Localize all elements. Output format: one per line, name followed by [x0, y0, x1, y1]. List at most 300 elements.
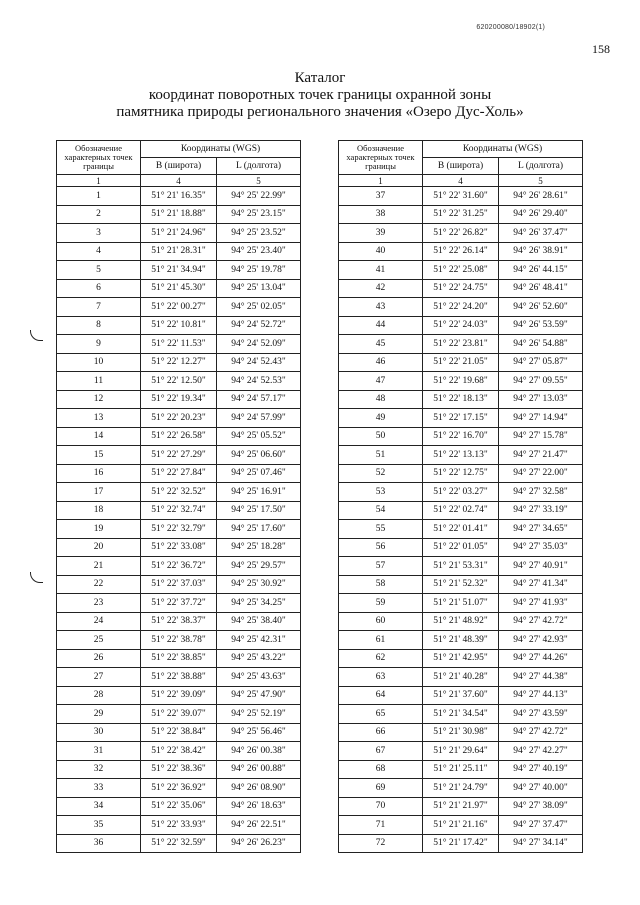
longitude-cell: 94° 26' 26.23" — [217, 834, 301, 853]
table-row — [57, 316, 301, 335]
longitude-cell: 94° 25' 42.31" — [217, 631, 301, 650]
longitude-cell: 94° 25' 30.92" — [217, 575, 301, 594]
longitude-cell: 94° 27' 35.03" — [499, 538, 583, 557]
margin-bracket-mark — [30, 330, 43, 341]
longitude-cell: 94° 25' 22.99" — [217, 187, 301, 206]
table-row — [339, 686, 583, 705]
latitude-cell: 51° 22' 38.36" — [141, 760, 217, 779]
longitude-cell: 94° 27' 40.00" — [499, 779, 583, 798]
table-row — [57, 631, 301, 650]
point-number-cell: 35 — [57, 816, 141, 835]
table-row — [57, 298, 301, 317]
longitude-cell: 94° 26' 29.40" — [499, 205, 583, 224]
table-row — [57, 612, 301, 631]
longitude-cell: 94° 27' 09.55" — [499, 372, 583, 391]
table-row — [339, 557, 583, 576]
latitude-cell: 51° 21' 40.28" — [423, 668, 499, 687]
longitude-cell: 94° 26' 38.91" — [499, 242, 583, 261]
longitude-cell: 94° 26' 00.88" — [217, 760, 301, 779]
longitude-cell: 94° 25' 17.60" — [217, 520, 301, 539]
latitude-cell: 51° 22' 25.08" — [423, 261, 499, 280]
point-number-cell: 46 — [339, 353, 423, 372]
longitude-cell: 94° 27' 21.47" — [499, 446, 583, 465]
table-row — [57, 483, 301, 502]
longitude-cell: 94° 24' 52.53" — [217, 372, 301, 391]
table-row — [57, 705, 301, 724]
point-number-cell: 44 — [339, 316, 423, 335]
table-row — [339, 316, 583, 335]
latitude-cell: 51° 22' 03.27" — [423, 483, 499, 502]
longitude-cell: 94° 25' 23.40" — [217, 242, 301, 261]
longitude-cell: 94° 25' 43.63" — [217, 668, 301, 687]
point-number-cell: 16 — [57, 464, 141, 483]
longitude-cell: 94° 25' 18.28" — [217, 538, 301, 557]
longitude-cell: 94° 27' 33.19" — [499, 501, 583, 520]
point-number-cell: 41 — [339, 261, 423, 280]
margin-bracket-mark — [30, 572, 43, 583]
point-number-cell: 25 — [57, 631, 141, 650]
table-row — [339, 575, 583, 594]
point-number-cell: 47 — [339, 372, 423, 391]
table-row — [57, 816, 301, 835]
table-row — [339, 298, 583, 317]
latitude-cell: 51° 22' 12.27" — [141, 353, 217, 372]
point-number-cell: 22 — [57, 575, 141, 594]
longitude-cell: 94° 25' 19.78" — [217, 261, 301, 280]
table-row — [339, 760, 583, 779]
header-col-number: 4 — [141, 175, 217, 187]
table-row — [339, 631, 583, 650]
latitude-cell: 51° 21' 34.94" — [141, 261, 217, 280]
latitude-cell: 51° 22' 21.05" — [423, 353, 499, 372]
page-number: 158 — [592, 42, 610, 56]
longitude-cell: 94° 26' 53.59" — [499, 316, 583, 335]
latitude-cell: 51° 22' 18.13" — [423, 390, 499, 409]
table-row — [57, 390, 301, 409]
point-number-cell: 24 — [57, 612, 141, 631]
longitude-cell: 94° 27' 13.03" — [499, 390, 583, 409]
table-row — [339, 279, 583, 298]
latitude-cell: 51° 21' 28.31" — [141, 242, 217, 261]
point-number-cell: 23 — [57, 594, 141, 613]
table-row — [57, 279, 301, 298]
latitude-cell: 51° 22' 38.84" — [141, 723, 217, 742]
table-row — [339, 187, 583, 206]
point-number-cell: 33 — [57, 779, 141, 798]
point-number-cell: 50 — [339, 427, 423, 446]
point-number-cell: 26 — [57, 649, 141, 668]
latitude-cell: 51° 21' 21.97" — [423, 797, 499, 816]
latitude-cell: 51° 21' 17.42" — [423, 834, 499, 853]
point-number-cell: 34 — [57, 797, 141, 816]
document-code: 620200080/18902(1) — [476, 24, 545, 31]
point-number-cell: 58 — [339, 575, 423, 594]
table-row — [57, 797, 301, 816]
longitude-cell: 94° 25' 56.46" — [217, 723, 301, 742]
longitude-cell: 94° 26' 48.41" — [499, 279, 583, 298]
table-row — [57, 446, 301, 465]
point-number-cell: 38 — [339, 205, 423, 224]
latitude-cell: 51° 22' 38.78" — [141, 631, 217, 650]
point-number-cell: 54 — [339, 501, 423, 520]
table-row — [57, 594, 301, 613]
table-row — [339, 538, 583, 557]
point-number-cell: 36 — [57, 834, 141, 853]
latitude-cell: 51° 21' 34.54" — [423, 705, 499, 724]
table-row — [339, 668, 583, 687]
table-row — [57, 205, 301, 224]
point-number-cell: 29 — [57, 705, 141, 724]
longitude-cell: 94° 25' 16.91" — [217, 483, 301, 502]
latitude-cell: 51° 22' 20.23" — [141, 409, 217, 428]
point-number-cell: 13 — [57, 409, 141, 428]
point-number-cell: 30 — [57, 723, 141, 742]
latitude-cell: 51° 22' 39.07" — [141, 705, 217, 724]
longitude-cell: 94° 24' 52.09" — [217, 335, 301, 354]
table-row — [339, 335, 583, 354]
longitude-cell: 94° 25' 05.52" — [217, 427, 301, 446]
longitude-cell: 94° 26' 28.61" — [499, 187, 583, 206]
latitude-cell: 51° 22' 38.88" — [141, 668, 217, 687]
latitude-cell: 51° 22' 17.15" — [423, 409, 499, 428]
table-row — [57, 187, 301, 206]
longitude-cell: 94° 25' 23.52" — [217, 224, 301, 243]
header-col-number: 5 — [499, 175, 583, 187]
point-number-cell: 59 — [339, 594, 423, 613]
longitude-cell: 94° 27' 42.72" — [499, 612, 583, 631]
latitude-cell: 51° 22' 36.92" — [141, 779, 217, 798]
header-coordinates: Координаты (WGS) — [141, 141, 301, 158]
longitude-cell: 94° 25' 07.46" — [217, 464, 301, 483]
latitude-cell: 51° 22' 38.42" — [141, 742, 217, 761]
point-number-cell: 53 — [339, 483, 423, 502]
table-row — [339, 390, 583, 409]
latitude-cell: 51° 22' 11.53" — [141, 335, 217, 354]
table-row — [339, 649, 583, 668]
point-number-cell: 57 — [339, 557, 423, 576]
longitude-cell: 94° 26' 37.47" — [499, 224, 583, 243]
table-row — [339, 427, 583, 446]
longitude-cell: 94° 24' 52.43" — [217, 353, 301, 372]
catalog-title — [0, 70, 640, 121]
point-number-cell: 15 — [57, 446, 141, 465]
longitude-cell: 94° 27' 44.26" — [499, 649, 583, 668]
latitude-cell: 51° 22' 33.93" — [141, 816, 217, 835]
latitude-cell: 51° 22' 24.20" — [423, 298, 499, 317]
table-row — [57, 427, 301, 446]
point-number-cell: 68 — [339, 760, 423, 779]
latitude-cell: 51° 21' 48.92" — [423, 612, 499, 631]
table-row — [57, 501, 301, 520]
latitude-cell: 51° 22' 32.74" — [141, 501, 217, 520]
longitude-cell: 94° 27' 14.94" — [499, 409, 583, 428]
point-number-cell: 66 — [339, 723, 423, 742]
title-line-2: координат поворотных точек границы охранной зоны — [148, 87, 492, 103]
point-number-cell: 71 — [339, 816, 423, 835]
point-number-cell: 67 — [339, 742, 423, 761]
point-number-cell: 6 — [57, 279, 141, 298]
longitude-cell: 94° 25' 23.15" — [217, 205, 301, 224]
point-number-cell: 14 — [57, 427, 141, 446]
point-number-cell: 11 — [57, 372, 141, 391]
latitude-cell: 51° 22' 27.29" — [141, 446, 217, 465]
latitude-cell: 51° 22' 27.84" — [141, 464, 217, 483]
point-number-cell: 12 — [57, 390, 141, 409]
coordinates-table-right — [338, 140, 583, 853]
latitude-cell: 51° 22' 12.75" — [423, 464, 499, 483]
table-row — [339, 594, 583, 613]
point-number-cell: 7 — [57, 298, 141, 317]
latitude-cell: 51° 22' 01.05" — [423, 538, 499, 557]
header-latitude: B (широта) — [423, 158, 499, 175]
table-row — [339, 816, 583, 835]
table-row — [339, 834, 583, 853]
longitude-cell: 94° 24' 57.99" — [217, 409, 301, 428]
point-number-cell: 64 — [339, 686, 423, 705]
latitude-cell: 51° 22' 23.81" — [423, 335, 499, 354]
latitude-cell: 51° 22' 32.79" — [141, 520, 217, 539]
latitude-cell: 51° 21' 30.98" — [423, 723, 499, 742]
latitude-cell: 51° 21' 24.96" — [141, 224, 217, 243]
longitude-cell: 94° 26' 00.38" — [217, 742, 301, 761]
longitude-cell: 94° 25' 34.25" — [217, 594, 301, 613]
latitude-cell: 51° 22' 37.03" — [141, 575, 217, 594]
latitude-cell: 51° 22' 26.82" — [423, 224, 499, 243]
latitude-cell: 51° 22' 00.27" — [141, 298, 217, 317]
point-number-cell: 56 — [339, 538, 423, 557]
table-row — [57, 742, 301, 761]
longitude-cell: 94° 27' 42.72" — [499, 723, 583, 742]
table-row — [339, 353, 583, 372]
header-longitude: L (долгота) — [499, 158, 583, 175]
latitude-cell: 51° 21' 51.07" — [423, 594, 499, 613]
table-row — [57, 668, 301, 687]
latitude-cell: 51° 22' 24.03" — [423, 316, 499, 335]
longitude-cell: 94° 27' 42.93" — [499, 631, 583, 650]
table-row — [339, 797, 583, 816]
point-number-cell: 43 — [339, 298, 423, 317]
table-row — [339, 205, 583, 224]
header-longitude: L (долгота) — [217, 158, 301, 175]
longitude-cell: 94° 26' 08.90" — [217, 779, 301, 798]
longitude-cell: 94° 27' 44.38" — [499, 668, 583, 687]
table-row — [57, 242, 301, 261]
longitude-cell: 94° 27' 40.19" — [499, 760, 583, 779]
point-number-cell: 31 — [57, 742, 141, 761]
latitude-cell: 51° 22' 31.60" — [423, 187, 499, 206]
header-col-number: 4 — [423, 175, 499, 187]
point-number-cell: 39 — [339, 224, 423, 243]
point-number-cell: 27 — [57, 668, 141, 687]
table-row — [339, 372, 583, 391]
table-row — [339, 409, 583, 428]
longitude-cell: 94° 26' 18.63" — [217, 797, 301, 816]
table-row — [57, 464, 301, 483]
point-number-cell: 69 — [339, 779, 423, 798]
longitude-cell: 94° 25' 52.19" — [217, 705, 301, 724]
table-row — [57, 779, 301, 798]
latitude-cell: 51° 21' 42.95" — [423, 649, 499, 668]
table-row — [57, 372, 301, 391]
point-number-cell: 8 — [57, 316, 141, 335]
latitude-cell: 51° 22' 19.68" — [423, 372, 499, 391]
point-number-cell: 62 — [339, 649, 423, 668]
latitude-cell: 51° 21' 25.11" — [423, 760, 499, 779]
point-number-cell: 21 — [57, 557, 141, 576]
point-number-cell: 37 — [339, 187, 423, 206]
longitude-cell: 94° 27' 41.93" — [499, 594, 583, 613]
table-row — [339, 501, 583, 520]
longitude-cell: 94° 25' 47.90" — [217, 686, 301, 705]
table-row — [339, 705, 583, 724]
point-number-cell: 51 — [339, 446, 423, 465]
longitude-cell: 94° 26' 52.60" — [499, 298, 583, 317]
point-number-cell: 17 — [57, 483, 141, 502]
longitude-cell: 94° 26' 44.15" — [499, 261, 583, 280]
table-row — [339, 446, 583, 465]
longitude-cell: 94° 25' 43.22" — [217, 649, 301, 668]
header-col-number: 5 — [217, 175, 301, 187]
point-number-cell: 63 — [339, 668, 423, 687]
table-row — [57, 224, 301, 243]
latitude-cell: 51° 22' 32.59" — [141, 834, 217, 853]
point-number-cell: 60 — [339, 612, 423, 631]
latitude-cell: 51° 22' 01.41" — [423, 520, 499, 539]
longitude-cell: 94° 27' 40.91" — [499, 557, 583, 576]
latitude-cell: 51° 22' 38.85" — [141, 649, 217, 668]
latitude-cell: 51° 22' 26.58" — [141, 427, 217, 446]
table-row — [339, 464, 583, 483]
point-number-cell: 9 — [57, 335, 141, 354]
latitude-cell: 51° 22' 26.14" — [423, 242, 499, 261]
header-designation: Обозначение характерных точек границы — [339, 141, 423, 175]
header-designation: Обозначение характерных точек границы — [57, 141, 141, 175]
latitude-cell: 51° 21' 29.64" — [423, 742, 499, 761]
table-row — [339, 224, 583, 243]
table-row — [57, 353, 301, 372]
longitude-cell: 94° 27' 34.14" — [499, 834, 583, 853]
point-number-cell: 5 — [57, 261, 141, 280]
latitude-cell: 51° 21' 24.79" — [423, 779, 499, 798]
latitude-cell: 51° 21' 52.32" — [423, 575, 499, 594]
longitude-cell: 94° 24' 52.72" — [217, 316, 301, 335]
latitude-cell: 51° 21' 48.39" — [423, 631, 499, 650]
table-row — [57, 409, 301, 428]
latitude-cell: 51° 22' 16.70" — [423, 427, 499, 446]
latitude-cell: 51° 22' 19.34" — [141, 390, 217, 409]
longitude-cell: 94° 25' 29.57" — [217, 557, 301, 576]
table-row — [57, 686, 301, 705]
table-row — [57, 834, 301, 853]
latitude-cell: 51° 21' 45.30" — [141, 279, 217, 298]
point-number-cell: 10 — [57, 353, 141, 372]
point-number-cell: 49 — [339, 409, 423, 428]
table-row — [57, 649, 301, 668]
header-latitude: B (широта) — [141, 158, 217, 175]
point-number-cell: 72 — [339, 834, 423, 853]
longitude-cell: 94° 25' 13.04" — [217, 279, 301, 298]
point-number-cell: 3 — [57, 224, 141, 243]
point-number-cell: 48 — [339, 390, 423, 409]
longitude-cell: 94° 27' 34.65" — [499, 520, 583, 539]
longitude-cell: 94° 27' 44.13" — [499, 686, 583, 705]
point-number-cell: 70 — [339, 797, 423, 816]
latitude-cell: 51° 21' 16.35" — [141, 187, 217, 206]
table-row — [57, 335, 301, 354]
point-number-cell: 1 — [57, 187, 141, 206]
table-row — [57, 538, 301, 557]
point-number-cell: 20 — [57, 538, 141, 557]
table-row — [57, 557, 301, 576]
latitude-cell: 51° 22' 32.52" — [141, 483, 217, 502]
latitude-cell: 51° 22' 24.75" — [423, 279, 499, 298]
point-number-cell: 61 — [339, 631, 423, 650]
point-number-cell: 19 — [57, 520, 141, 539]
coordinates-table-left — [56, 140, 301, 853]
longitude-cell: 94° 25' 06.60" — [217, 446, 301, 465]
point-number-cell: 42 — [339, 279, 423, 298]
title-line-1: Каталог — [294, 70, 346, 86]
latitude-cell: 51° 21' 18.88" — [141, 205, 217, 224]
latitude-cell: 51° 22' 36.72" — [141, 557, 217, 576]
latitude-cell: 51° 22' 10.81" — [141, 316, 217, 335]
longitude-cell: 94° 27' 15.78" — [499, 427, 583, 446]
point-number-cell: 55 — [339, 520, 423, 539]
table-row — [339, 483, 583, 502]
longitude-cell: 94° 25' 17.50" — [217, 501, 301, 520]
latitude-cell: 51° 22' 13.13" — [423, 446, 499, 465]
latitude-cell: 51° 21' 53.31" — [423, 557, 499, 576]
longitude-cell: 94° 27' 05.87" — [499, 353, 583, 372]
longitude-cell: 94° 27' 22.00" — [499, 464, 583, 483]
table-row — [339, 723, 583, 742]
latitude-cell: 51° 22' 39.09" — [141, 686, 217, 705]
latitude-cell: 51° 22' 33.08" — [141, 538, 217, 557]
longitude-cell: 94° 26' 54.88" — [499, 335, 583, 354]
header-col-number: 1 — [339, 175, 423, 187]
point-number-cell: 52 — [339, 464, 423, 483]
longitude-cell: 94° 27' 38.09" — [499, 797, 583, 816]
longitude-cell: 94° 27' 43.59" — [499, 705, 583, 724]
table-row — [57, 575, 301, 594]
longitude-cell: 94° 27' 32.58" — [499, 483, 583, 502]
title-line-3: памятника природы регионального значения «Озеро Дус-Холь» — [116, 104, 524, 120]
table-row — [339, 261, 583, 280]
table-row — [57, 261, 301, 280]
latitude-cell: 51° 22' 35.06" — [141, 797, 217, 816]
latitude-cell: 51° 21' 37.60" — [423, 686, 499, 705]
latitude-cell: 51° 22' 37.72" — [141, 594, 217, 613]
point-number-cell: 65 — [339, 705, 423, 724]
longitude-cell: 94° 27' 37.47" — [499, 816, 583, 835]
table-row — [339, 520, 583, 539]
point-number-cell: 18 — [57, 501, 141, 520]
longitude-cell: 94° 25' 02.05" — [217, 298, 301, 317]
table-row — [57, 760, 301, 779]
longitude-cell: 94° 24' 57.17" — [217, 390, 301, 409]
point-number-cell: 28 — [57, 686, 141, 705]
latitude-cell: 51° 22' 12.50" — [141, 372, 217, 391]
table-row — [339, 742, 583, 761]
point-number-cell: 32 — [57, 760, 141, 779]
table-row — [339, 242, 583, 261]
latitude-cell: 51° 21' 21.16" — [423, 816, 499, 835]
longitude-cell: 94° 27' 41.34" — [499, 575, 583, 594]
table-row — [339, 779, 583, 798]
longitude-cell: 94° 27' 42.27" — [499, 742, 583, 761]
point-number-cell: 4 — [57, 242, 141, 261]
table-row — [57, 723, 301, 742]
